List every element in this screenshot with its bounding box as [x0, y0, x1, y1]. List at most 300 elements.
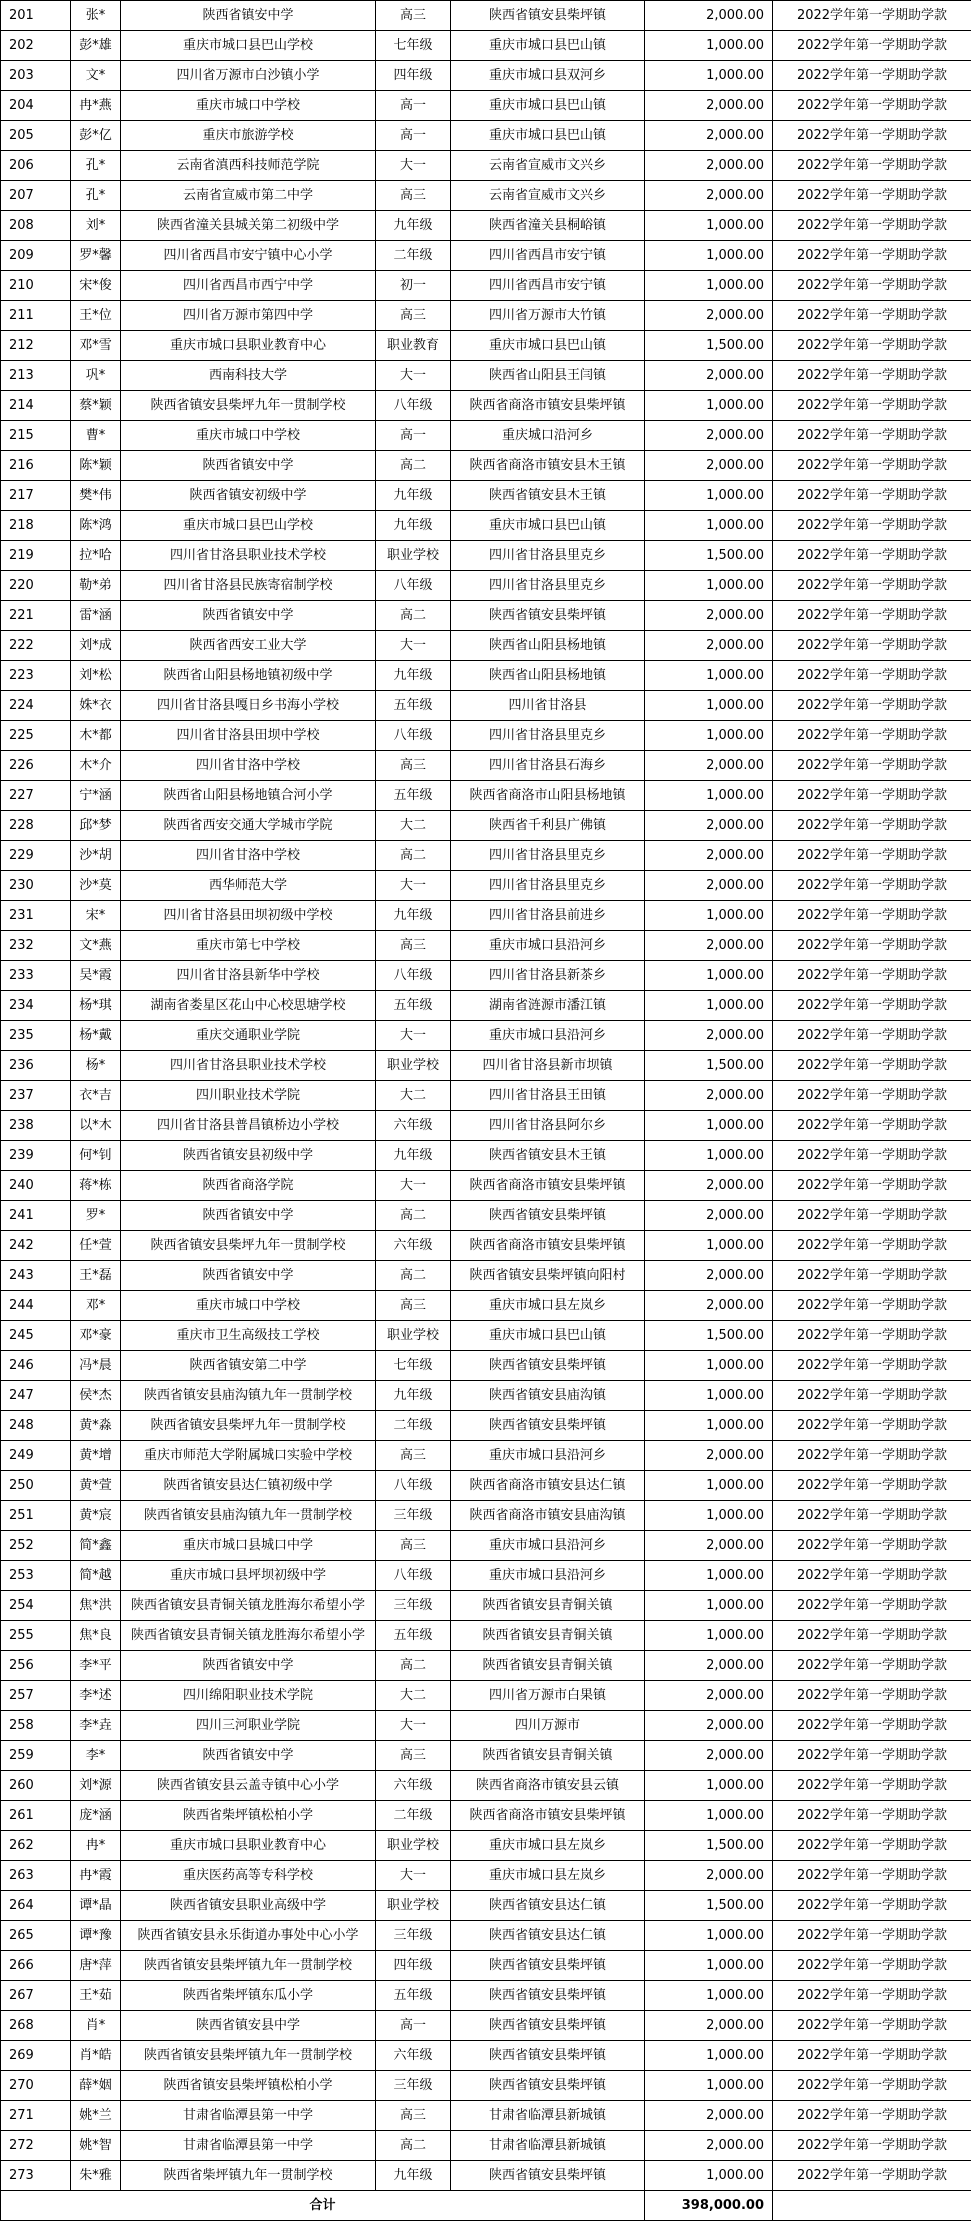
home-address: 四川省西昌市安宁镇 — [451, 241, 645, 271]
row-number: 268 — [1, 2011, 71, 2041]
amount: 1,500.00 — [645, 331, 773, 361]
school-name: 陕西省镇安县职业高级中学 — [121, 1891, 376, 1921]
school-name: 甘肃省临潭县第一中学 — [121, 2131, 376, 2161]
amount: 2,000.00 — [645, 1711, 773, 1741]
row-number: 247 — [1, 1381, 71, 1411]
grade: 职业教育 — [376, 331, 451, 361]
school-name: 陕西省山阳县杨地镇合河小学 — [121, 781, 376, 811]
recipient-name: 简*越 — [71, 1561, 121, 1591]
row-number: 248 — [1, 1411, 71, 1441]
amount: 1,000.00 — [645, 691, 773, 721]
recipient-name: 邱*梦 — [71, 811, 121, 841]
payment-note: 2022学年第一学期助学款 — [773, 61, 971, 91]
grade: 高二 — [376, 451, 451, 481]
table-row — [1, 451, 971, 481]
row-number: 206 — [1, 151, 71, 181]
grade: 高三 — [376, 1531, 451, 1561]
home-address: 四川省甘洛县前进乡 — [451, 901, 645, 931]
home-address: 重庆市城口县沿河乡 — [451, 1561, 645, 1591]
school-name: 四川省西昌市安宁镇中心小学 — [121, 241, 376, 271]
amount: 2,000.00 — [645, 811, 773, 841]
recipient-name: 冉*燕 — [71, 91, 121, 121]
payment-note: 2022学年第一学期助学款 — [773, 1051, 971, 1081]
amount: 1,000.00 — [645, 271, 773, 301]
recipient-name: 姝*衣 — [71, 691, 121, 721]
table-row — [1, 721, 971, 751]
amount: 2,000.00 — [645, 631, 773, 661]
table-row — [1, 2161, 971, 2191]
school-name: 陕西省镇安中学 — [121, 1201, 376, 1231]
payment-note: 2022学年第一学期助学款 — [773, 541, 971, 571]
amount: 2,000.00 — [645, 301, 773, 331]
row-number: 262 — [1, 1831, 71, 1861]
recipient-name: 宋* — [71, 901, 121, 931]
recipient-name: 李*垚 — [71, 1711, 121, 1741]
home-address: 重庆市城口县巴山镇 — [451, 1321, 645, 1351]
table-row — [1, 421, 971, 451]
payment-note: 2022学年第一学期助学款 — [773, 1681, 971, 1711]
amount: 2,000.00 — [645, 421, 773, 451]
amount: 1,000.00 — [645, 1921, 773, 1951]
grade: 五年级 — [376, 1981, 451, 2011]
amount: 1,000.00 — [645, 481, 773, 511]
row-number: 253 — [1, 1561, 71, 1591]
recipient-name: 罗* — [71, 1201, 121, 1231]
table-row — [1, 991, 971, 1021]
row-number: 263 — [1, 1861, 71, 1891]
recipient-name: 邓*豪 — [71, 1321, 121, 1351]
amount: 1,000.00 — [645, 1951, 773, 1981]
amount: 2,000.00 — [645, 1291, 773, 1321]
payment-note: 2022学年第一学期助学款 — [773, 721, 971, 751]
recipient-name: 蒋*栋 — [71, 1171, 121, 1201]
payment-note: 2022学年第一学期助学款 — [773, 2011, 971, 2041]
recipient-name: 谭*豫 — [71, 1921, 121, 1951]
payment-note: 2022学年第一学期助学款 — [773, 571, 971, 601]
row-number: 250 — [1, 1471, 71, 1501]
school-name: 四川三河职业学院 — [121, 1711, 376, 1741]
grade: 八年级 — [376, 721, 451, 751]
row-number: 232 — [1, 931, 71, 961]
home-address: 陕西省潼关县桐峪镇 — [451, 211, 645, 241]
home-address: 重庆市城口县沿河乡 — [451, 1441, 645, 1471]
payment-note: 2022学年第一学期助学款 — [773, 361, 971, 391]
amount: 2,000.00 — [645, 2131, 773, 2161]
grade: 职业学校 — [376, 1891, 451, 1921]
payment-note: 2022学年第一学期助学款 — [773, 271, 971, 301]
grade: 高一 — [376, 121, 451, 151]
recipient-name: 勒*弟 — [71, 571, 121, 601]
home-address: 陕西省镇安县青铜关镇 — [451, 1651, 645, 1681]
grade: 五年级 — [376, 691, 451, 721]
grade: 高一 — [376, 2011, 451, 2041]
table-row — [1, 1291, 971, 1321]
school-name: 重庆市城口中学校 — [121, 421, 376, 451]
recipient-name: 雷*涵 — [71, 601, 121, 631]
payment-note: 2022学年第一学期助学款 — [773, 1981, 971, 2011]
school-name: 陕西省潼关县城关第二初级中学 — [121, 211, 376, 241]
row-number: 267 — [1, 1981, 71, 2011]
amount: 1,000.00 — [645, 661, 773, 691]
payment-note: 2022学年第一学期助学款 — [773, 1321, 971, 1351]
row-number: 211 — [1, 301, 71, 331]
payment-note: 2022学年第一学期助学款 — [773, 1951, 971, 1981]
row-number: 203 — [1, 61, 71, 91]
row-number: 244 — [1, 1291, 71, 1321]
home-address: 陕西省商洛市镇安县柴坪镇 — [451, 391, 645, 421]
home-address: 重庆市城口县巴山镇 — [451, 331, 645, 361]
row-number: 219 — [1, 541, 71, 571]
home-address: 四川省甘洛县 — [451, 691, 645, 721]
table-row — [1, 1471, 971, 1501]
amount: 1,000.00 — [645, 211, 773, 241]
grade: 二年级 — [376, 1411, 451, 1441]
table-row — [1, 1621, 971, 1651]
payment-note: 2022学年第一学期助学款 — [773, 301, 971, 331]
payment-note: 2022学年第一学期助学款 — [773, 631, 971, 661]
row-number: 204 — [1, 91, 71, 121]
row-number: 273 — [1, 2161, 71, 2191]
payment-note: 2022学年第一学期助学款 — [773, 961, 971, 991]
table-row — [1, 331, 971, 361]
grade: 大一 — [376, 871, 451, 901]
home-address: 重庆市城口县沿河乡 — [451, 1021, 645, 1051]
row-number: 213 — [1, 361, 71, 391]
grade: 高三 — [376, 181, 451, 211]
payment-note: 2022学年第一学期助学款 — [773, 751, 971, 781]
school-name: 重庆市师范大学附属城口实验中学校 — [121, 1441, 376, 1471]
grade: 八年级 — [376, 1471, 451, 1501]
school-name: 陕西省镇安县云盖寺镇中心小学 — [121, 1771, 376, 1801]
row-number: 231 — [1, 901, 71, 931]
home-address: 陕西省镇安县柴坪镇 — [451, 2161, 645, 2191]
school-name: 四川省甘洛中学校 — [121, 841, 376, 871]
amount: 2,000.00 — [645, 871, 773, 901]
payment-note: 2022学年第一学期助学款 — [773, 1, 971, 31]
school-name: 云南省宣威市第二中学 — [121, 181, 376, 211]
payment-note: 2022学年第一学期助学款 — [773, 2161, 971, 2191]
recipient-name: 肖* — [71, 2011, 121, 2041]
recipient-name: 姚*兰 — [71, 2101, 121, 2131]
table-row — [1, 1231, 971, 1261]
row-number: 218 — [1, 511, 71, 541]
recipient-name: 冉*霞 — [71, 1861, 121, 1891]
recipient-name: 文* — [71, 61, 121, 91]
table-row — [1, 1171, 971, 1201]
amount: 1,000.00 — [645, 1561, 773, 1591]
school-name: 四川省甘洛县职业技术学校 — [121, 1051, 376, 1081]
school-name: 陕西省镇安县青铜关镇龙胜海尔希望小学 — [121, 1621, 376, 1651]
table-row — [1, 1, 971, 31]
recipient-name: 黄*淼 — [71, 1411, 121, 1441]
table-row — [1, 781, 971, 811]
payment-note: 2022学年第一学期助学款 — [773, 1351, 971, 1381]
row-number: 252 — [1, 1531, 71, 1561]
recipient-name: 王*磊 — [71, 1261, 121, 1291]
amount: 1,000.00 — [645, 2161, 773, 2191]
table-row — [1, 1531, 971, 1561]
table-row — [1, 61, 971, 91]
payment-note: 2022学年第一学期助学款 — [773, 1261, 971, 1291]
school-name: 陕西省商洛学院 — [121, 1171, 376, 1201]
row-number: 239 — [1, 1141, 71, 1171]
recipient-name: 黄*增 — [71, 1441, 121, 1471]
grade: 职业学校 — [376, 1321, 451, 1351]
school-name: 重庆交通职业学院 — [121, 1021, 376, 1051]
payment-note: 2022学年第一学期助学款 — [773, 121, 971, 151]
row-number: 264 — [1, 1891, 71, 1921]
school-name: 陕西省镇安县中学 — [121, 2011, 376, 2041]
school-name: 陕西省镇安县庙沟镇九年一贯制学校 — [121, 1501, 376, 1531]
table-row — [1, 1111, 971, 1141]
payment-note: 2022学年第一学期助学款 — [773, 1591, 971, 1621]
amount: 1,000.00 — [645, 1111, 773, 1141]
row-number: 235 — [1, 1021, 71, 1051]
recipient-name: 木*介 — [71, 751, 121, 781]
table-row — [1, 2071, 971, 2101]
payment-note: 2022学年第一学期助学款 — [773, 211, 971, 241]
payment-note: 2022学年第一学期助学款 — [773, 1081, 971, 1111]
amount: 2,000.00 — [645, 361, 773, 391]
row-number: 216 — [1, 451, 71, 481]
grade: 九年级 — [376, 211, 451, 241]
school-name: 重庆市卫生高级技工学校 — [121, 1321, 376, 1351]
row-number: 243 — [1, 1261, 71, 1291]
home-address: 陕西省镇安县木王镇 — [451, 1141, 645, 1171]
table-row — [1, 211, 971, 241]
grade: 高三 — [376, 931, 451, 961]
recipient-name: 沙*胡 — [71, 841, 121, 871]
amount: 1,000.00 — [645, 1411, 773, 1441]
grade: 高二 — [376, 1261, 451, 1291]
amount: 2,000.00 — [645, 1201, 773, 1231]
home-address: 重庆城口沿河乡 — [451, 421, 645, 451]
payment-note: 2022学年第一学期助学款 — [773, 781, 971, 811]
amount: 1,000.00 — [645, 61, 773, 91]
school-name: 四川省甘洛县新华中学校 — [121, 961, 376, 991]
amount: 1,000.00 — [645, 241, 773, 271]
school-name: 陕西省西安工业大学 — [121, 631, 376, 661]
row-number: 242 — [1, 1231, 71, 1261]
table-row — [1, 1261, 971, 1291]
amount: 2,000.00 — [645, 451, 773, 481]
row-number: 209 — [1, 241, 71, 271]
amount: 1,000.00 — [645, 1231, 773, 1261]
payment-note: 2022学年第一学期助学款 — [773, 1441, 971, 1471]
home-address: 陕西省镇安县柴坪镇 — [451, 1, 645, 31]
school-name: 陕西省镇安县柴坪镇松柏小学 — [121, 2071, 376, 2101]
school-name: 四川职业技术学院 — [121, 1081, 376, 1111]
recipient-name: 朱*雅 — [71, 2161, 121, 2191]
school-name: 陕西省镇安县柴坪九年一贯制学校 — [121, 1411, 376, 1441]
recipient-name: 以*木 — [71, 1111, 121, 1141]
amount: 1,500.00 — [645, 541, 773, 571]
payment-note: 2022学年第一学期助学款 — [773, 91, 971, 121]
school-name: 陕西省柴坪镇东瓜小学 — [121, 1981, 376, 2011]
amount: 2,000.00 — [645, 1531, 773, 1561]
amount: 1,000.00 — [645, 1591, 773, 1621]
recipient-name: 李*平 — [71, 1651, 121, 1681]
grade: 高三 — [376, 1741, 451, 1771]
row-number: 233 — [1, 961, 71, 991]
grade: 九年级 — [376, 2161, 451, 2191]
recipient-name: 何*钊 — [71, 1141, 121, 1171]
amount: 1,000.00 — [645, 1381, 773, 1411]
table-row — [1, 91, 971, 121]
payment-note: 2022学年第一学期助学款 — [773, 1921, 971, 1951]
table-row — [1, 871, 971, 901]
school-name: 陕西省镇安中学 — [121, 1, 376, 31]
payment-note: 2022学年第一学期助学款 — [773, 1291, 971, 1321]
row-number: 234 — [1, 991, 71, 1021]
payment-note: 2022学年第一学期助学款 — [773, 1891, 971, 1921]
amount: 2,000.00 — [645, 1171, 773, 1201]
recipient-name: 刘*源 — [71, 1771, 121, 1801]
recipient-name: 肖*皓 — [71, 2041, 121, 2071]
grade: 大一 — [376, 1171, 451, 1201]
home-address: 陕西省镇安县达仁镇 — [451, 1891, 645, 1921]
table-row — [1, 571, 971, 601]
row-number: 266 — [1, 1951, 71, 1981]
recipient-name: 焦*良 — [71, 1621, 121, 1651]
amount: 1,000.00 — [645, 391, 773, 421]
home-address: 甘肃省临潭县新城镇 — [451, 2131, 645, 2161]
grade: 大一 — [376, 361, 451, 391]
row-number: 220 — [1, 571, 71, 601]
grade: 大二 — [376, 811, 451, 841]
home-address: 四川省甘洛县里克乡 — [451, 571, 645, 601]
grade: 六年级 — [376, 2041, 451, 2071]
home-address: 陕西省镇安县青铜关镇 — [451, 1621, 645, 1651]
school-name: 云南省滇西科技师范学院 — [121, 151, 376, 181]
table-row — [1, 1321, 971, 1351]
school-name: 陕西省镇安中学 — [121, 1651, 376, 1681]
recipient-name: 邓*雪 — [71, 331, 121, 361]
recipient-name: 陈*鸿 — [71, 511, 121, 541]
payment-note: 2022学年第一学期助学款 — [773, 1021, 971, 1051]
school-name: 陕西省镇安初级中学 — [121, 481, 376, 511]
table-row — [1, 1951, 971, 1981]
row-number: 269 — [1, 2041, 71, 2071]
row-number: 254 — [1, 1591, 71, 1621]
home-address: 陕西省商洛市山阳县杨地镇 — [451, 781, 645, 811]
grade: 九年级 — [376, 511, 451, 541]
home-address: 甘肃省临潭县新城镇 — [451, 2101, 645, 2131]
table-row — [1, 1021, 971, 1051]
amount: 2,000.00 — [645, 1, 773, 31]
school-name: 陕西省柴坪镇松柏小学 — [121, 1801, 376, 1831]
row-number: 212 — [1, 331, 71, 361]
school-name: 重庆市第七中学校 — [121, 931, 376, 961]
amount: 1,500.00 — [645, 1891, 773, 1921]
row-number: 261 — [1, 1801, 71, 1831]
recipient-name: 彭*雄 — [71, 31, 121, 61]
amount: 1,000.00 — [645, 2041, 773, 2071]
recipient-name: 杨*戴 — [71, 1021, 121, 1051]
grade: 高二 — [376, 601, 451, 631]
payment-note: 2022学年第一学期助学款 — [773, 1411, 971, 1441]
home-address: 四川万源市 — [451, 1711, 645, 1741]
table-row — [1, 691, 971, 721]
table-row — [1, 1711, 971, 1741]
amount: 2,000.00 — [645, 841, 773, 871]
home-address: 陕西省商洛市镇安县柴坪镇 — [451, 1171, 645, 1201]
row-number: 241 — [1, 1201, 71, 1231]
school-name: 陕西省镇安中学 — [121, 601, 376, 631]
amount: 1,500.00 — [645, 1831, 773, 1861]
amount: 2,000.00 — [645, 121, 773, 151]
recipient-name: 李*述 — [71, 1681, 121, 1711]
home-address: 四川省甘洛县里克乡 — [451, 871, 645, 901]
home-address: 重庆市城口县沿河乡 — [451, 1531, 645, 1561]
row-number: 214 — [1, 391, 71, 421]
payment-note: 2022学年第一学期助学款 — [773, 2131, 971, 2161]
grade: 高二 — [376, 1651, 451, 1681]
school-name: 四川省西昌市西宁中学 — [121, 271, 376, 301]
grade: 五年级 — [376, 1621, 451, 1651]
payment-note: 2022学年第一学期助学款 — [773, 871, 971, 901]
row-number: 208 — [1, 211, 71, 241]
home-address: 陕西省商洛市镇安县庙沟镇 — [451, 1501, 645, 1531]
row-number: 237 — [1, 1081, 71, 1111]
home-address: 四川省甘洛县新茶乡 — [451, 961, 645, 991]
home-address: 重庆市城口县左岚乡 — [451, 1831, 645, 1861]
payment-note: 2022学年第一学期助学款 — [773, 331, 971, 361]
grade: 九年级 — [376, 661, 451, 691]
home-address: 四川省甘洛县里克乡 — [451, 721, 645, 751]
payment-note: 2022学年第一学期助学款 — [773, 2101, 971, 2131]
recipient-name: 拉*哈 — [71, 541, 121, 571]
table-row — [1, 1141, 971, 1171]
school-name: 重庆市城口中学校 — [121, 91, 376, 121]
table-row — [1, 1681, 971, 1711]
recipient-name: 杨* — [71, 1051, 121, 1081]
home-address: 四川省西昌市安宁镇 — [451, 271, 645, 301]
amount: 2,000.00 — [645, 751, 773, 781]
grade: 三年级 — [376, 2071, 451, 2101]
payment-note: 2022学年第一学期助学款 — [773, 991, 971, 1021]
grade: 职业学校 — [376, 1051, 451, 1081]
table-row — [1, 31, 971, 61]
table-row — [1, 1441, 971, 1471]
recipient-name: 木*都 — [71, 721, 121, 751]
grade: 职业学校 — [376, 1831, 451, 1861]
home-address: 陕西省千利县广佛镇 — [451, 811, 645, 841]
row-number: 217 — [1, 481, 71, 511]
row-number: 225 — [1, 721, 71, 751]
school-name: 陕西省镇安中学 — [121, 451, 376, 481]
amount: 1,000.00 — [645, 31, 773, 61]
table-row — [1, 1051, 971, 1081]
amount: 2,000.00 — [645, 1741, 773, 1771]
recipient-name: 巩* — [71, 361, 121, 391]
amount: 2,000.00 — [645, 2011, 773, 2041]
row-number: 228 — [1, 811, 71, 841]
home-address: 陕西省镇安县青铜关镇 — [451, 1741, 645, 1771]
row-number: 229 — [1, 841, 71, 871]
grade: 二年级 — [376, 241, 451, 271]
home-address: 四川省万源市大竹镇 — [451, 301, 645, 331]
recipient-name: 焦*洪 — [71, 1591, 121, 1621]
payment-note: 2022学年第一学期助学款 — [773, 1111, 971, 1141]
home-address: 重庆市城口县沿河乡 — [451, 931, 645, 961]
amount: 2,000.00 — [645, 151, 773, 181]
table-row — [1, 1771, 971, 1801]
home-address: 陕西省山阳县杨地镇 — [451, 661, 645, 691]
grade: 八年级 — [376, 571, 451, 601]
home-address: 陕西省镇安县木王镇 — [451, 481, 645, 511]
home-address: 陕西省山阳县王闫镇 — [451, 361, 645, 391]
